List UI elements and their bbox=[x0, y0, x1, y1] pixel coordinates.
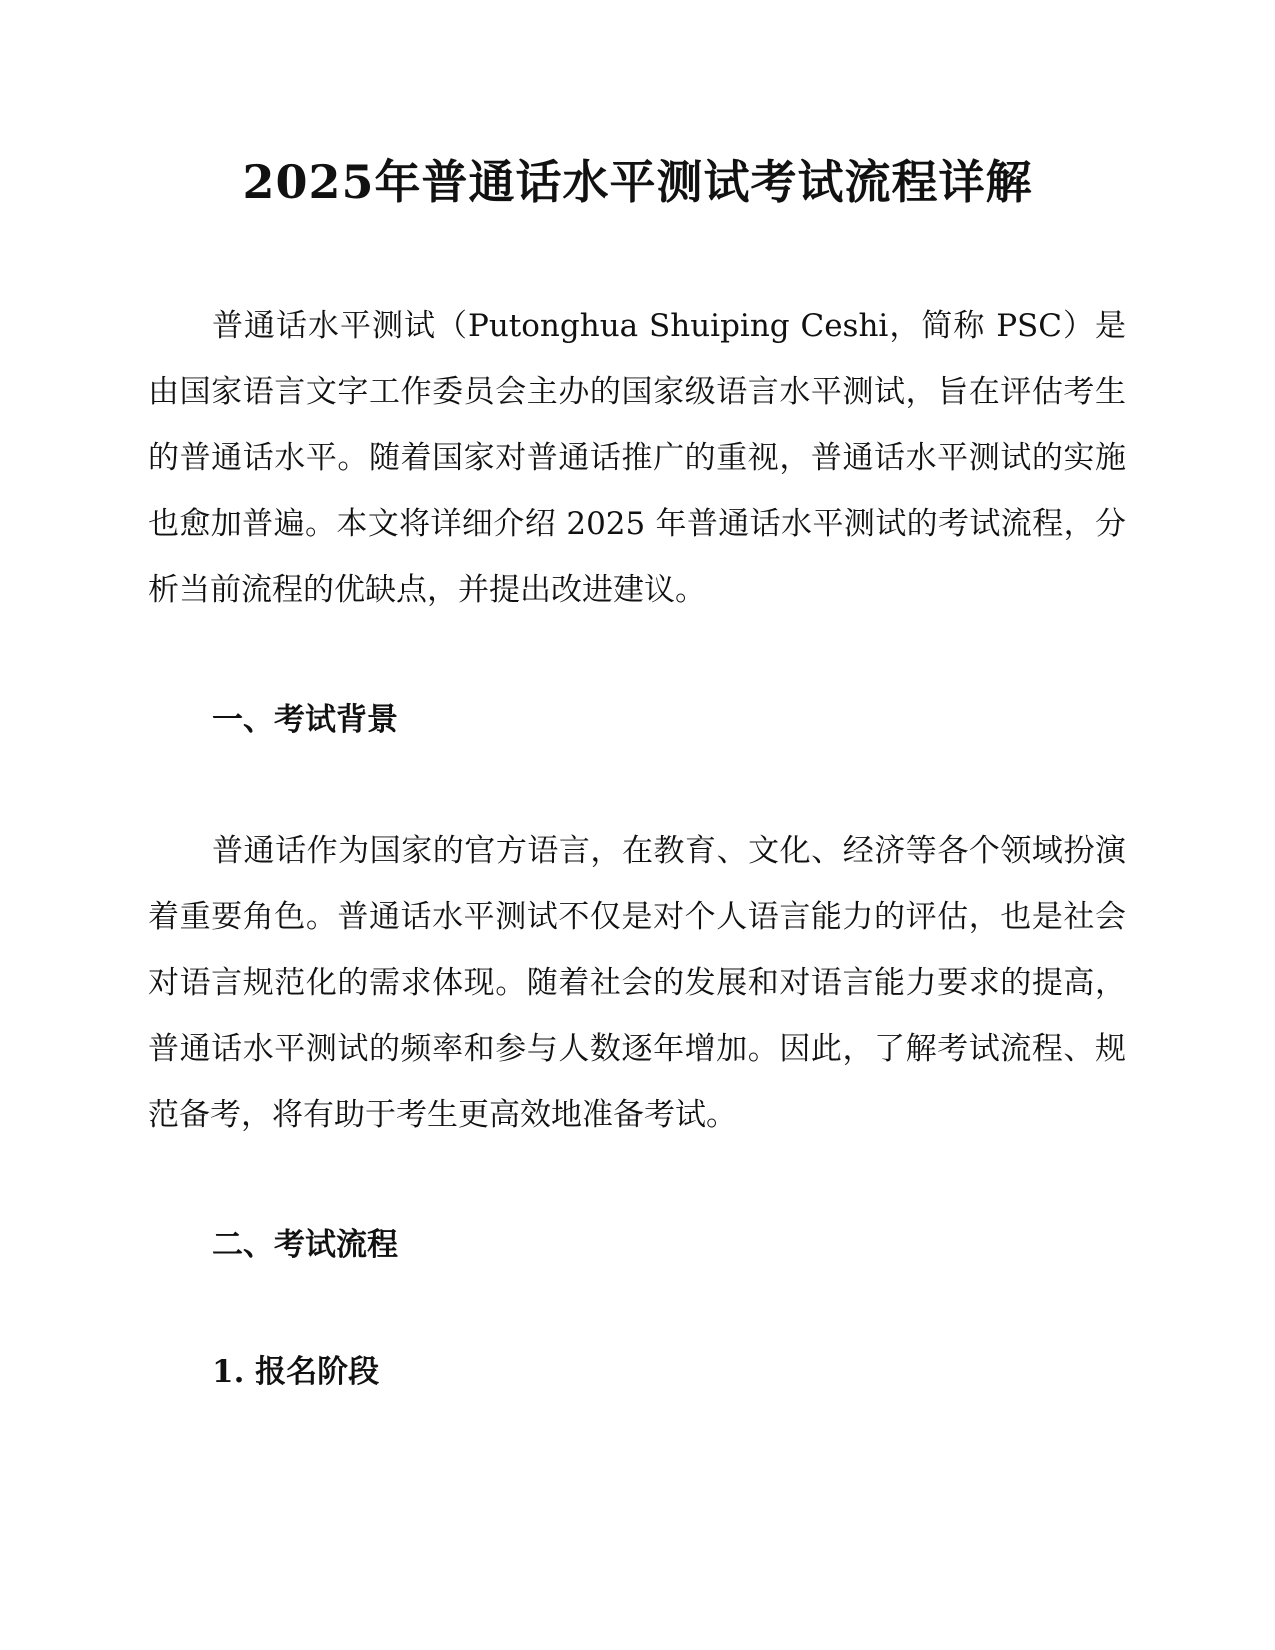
section-heading-process: 二、考试流程 bbox=[212, 1227, 398, 1263]
section-heading-background: 一、考试背景 bbox=[212, 702, 398, 738]
intro-paragraph: 普通话水平测试（Putonghua Shuiping Ceshi，简称 PSC）是由国家语言文字工作委员会主办的国家级语言水平测试，旨在评估考生的普通话水平。随着国家对普通话推广的重视，普通话水平测试的实施也愈加普遍。本文将详细介绍 2025 年普通话水平测试的考试流程，分析当前流程的优缺点，并提出改进建议。 bbox=[148, 308, 1126, 608]
document-title: 2025年普通话水平测试考试流程详解 bbox=[242, 155, 1033, 209]
subheading-registration: 1. 报名阶段 bbox=[212, 1354, 380, 1390]
background-paragraph: 普通话作为国家的官方语言，在教育、文化、经济等各个领域扮演着重要角色。普通话水平测试不仅是对个人语言能力的评估，也是社会对语言规范化的需求体现。随着社会的发展和对语言能力要求的提高，普通话水平测试的频率和参与人数逐年增加。因此，了解考试流程、规范备考，将有助于考生更高效地准备考试。 bbox=[148, 833, 1126, 1133]
